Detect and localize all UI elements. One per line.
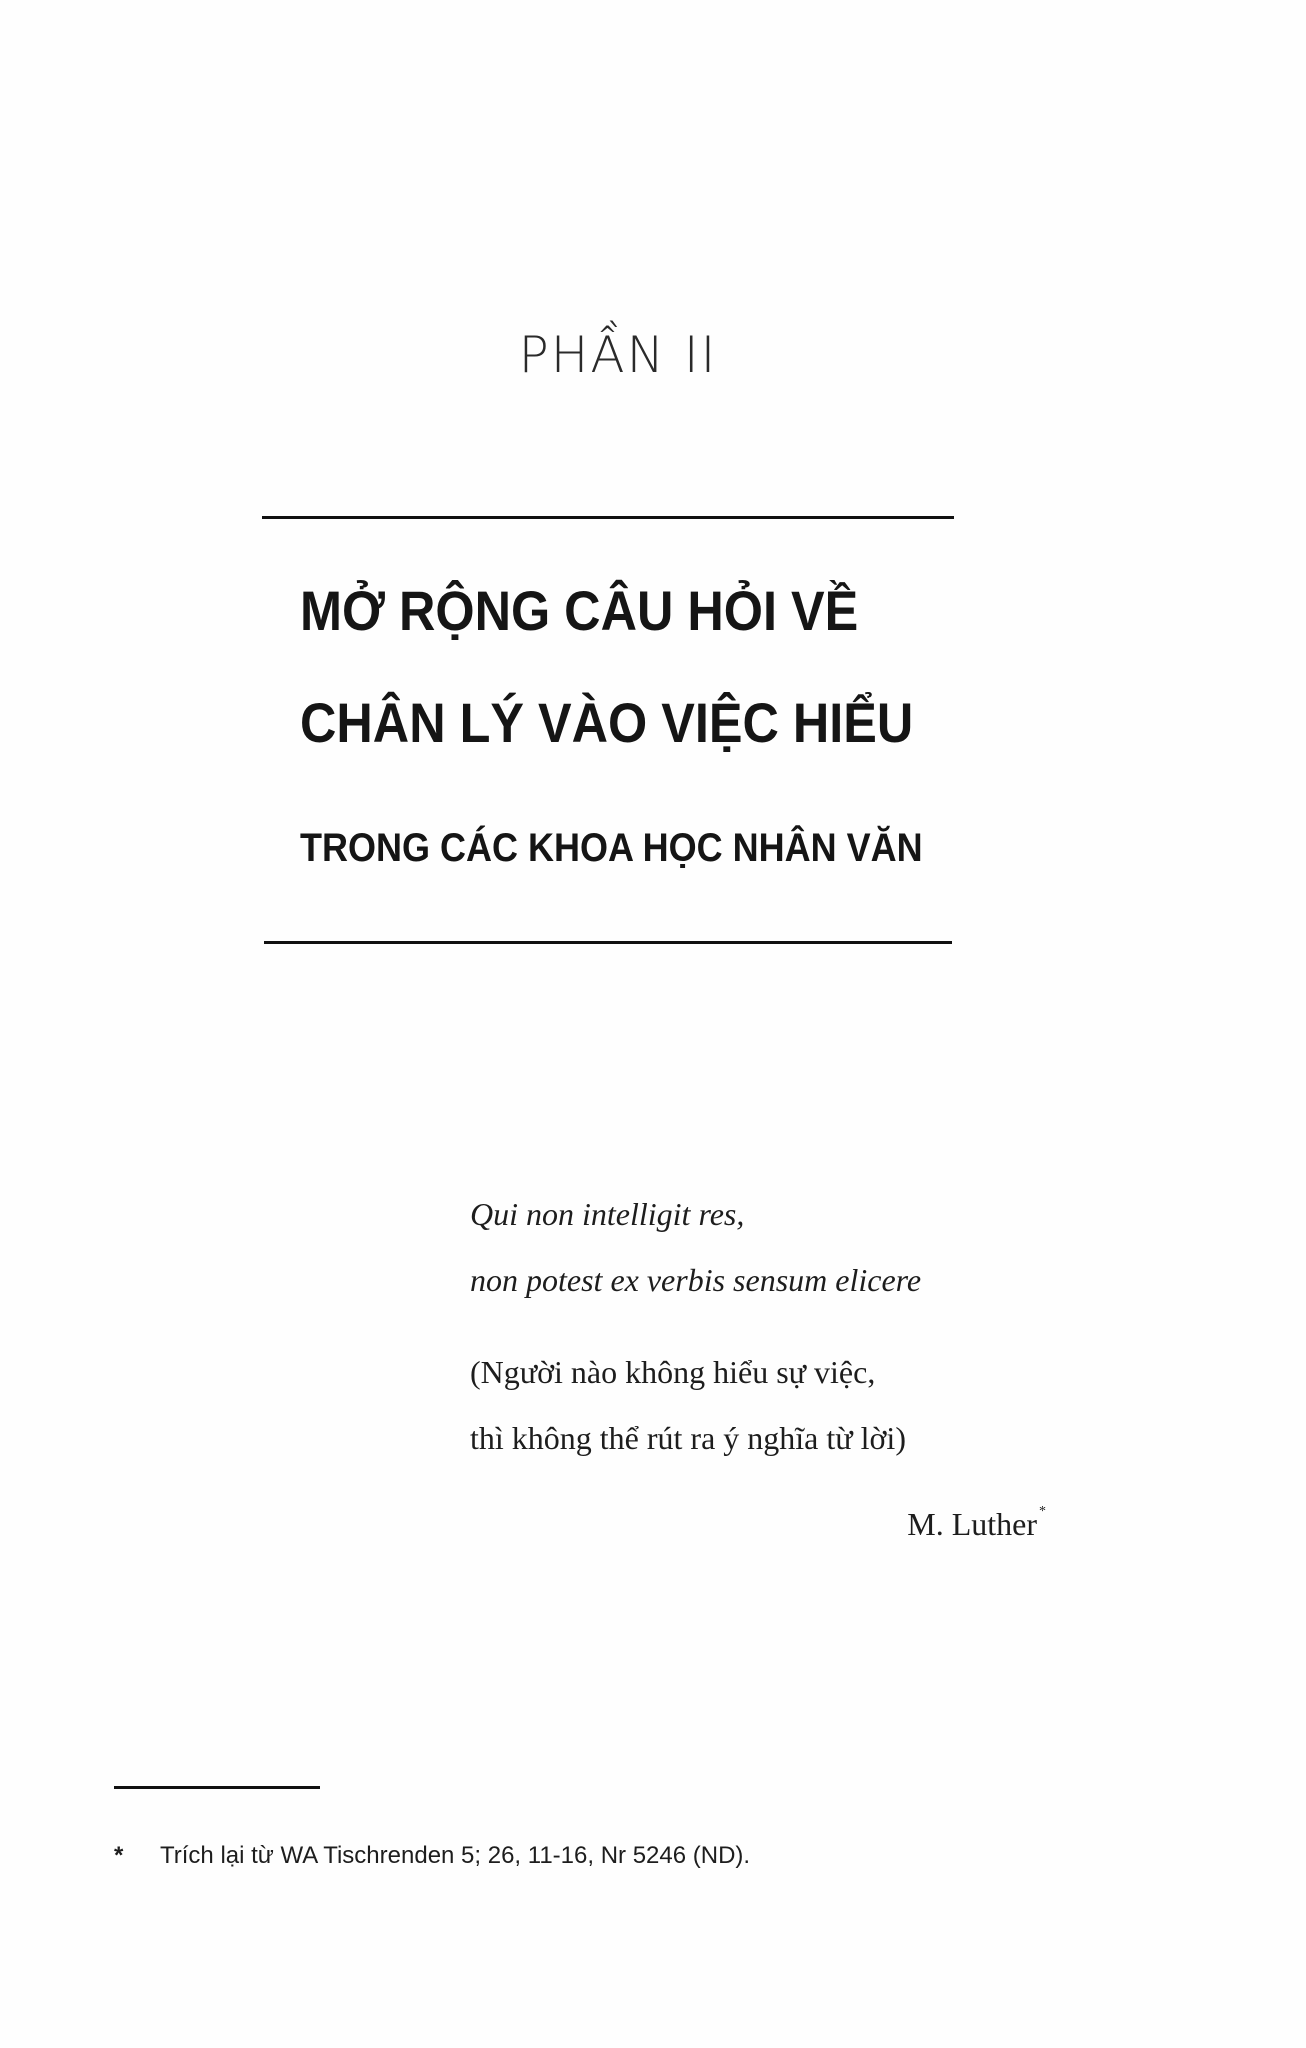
footnote-separator [114,1786,320,1789]
epigraph-translation-line-2: thì không thể rút ra ý nghĩa từ lời) [470,1420,906,1456]
part-heading: PHẦN II [518,326,718,384]
footnote-text: Trích lại từ WA Tischrenden 5; 26, 11-16, Nr 5246 (ND). [160,1842,751,1869]
title-bottom-rule [264,941,952,944]
footnote [114,1842,750,1870]
footnote-reference-mark: * [1039,1504,1046,1519]
chapter-title-line-1: MỞ RỘNG CÂU HỎI VỀ [300,579,859,642]
epigraph-author [907,1506,1046,1543]
footnote-mark: * [114,1842,124,1869]
chapter-title-line-2: CHÂN LÝ VÀO VIỆC HIỂU [300,691,914,754]
epigraph-latin-line-2: non potest ex verbis sensum elicere [470,1262,922,1298]
chapter-title-line-3: TRONG CÁC KHOA HỌC NHÂN VĂN [300,826,923,870]
epigraph-latin-line-1: Qui non intelligit res, [470,1196,745,1232]
title-top-rule [262,516,954,519]
epigraph-author-name: M. Luther [907,1506,1037,1542]
epigraph-translation-line-1: (Người nào không hiểu sự việc, [470,1354,876,1390]
